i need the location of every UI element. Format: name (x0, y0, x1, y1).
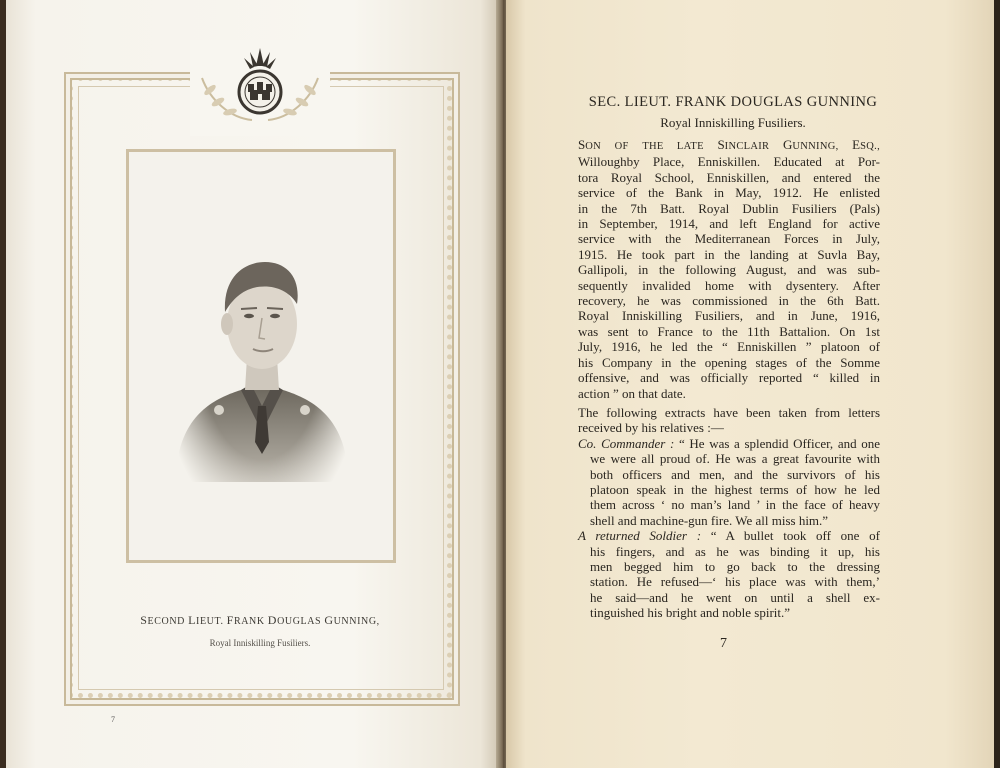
quote-line: his fingers, and as he was binding it up, his (590, 543, 880, 559)
biography-line: his Company in the opening stages of the Somme (578, 354, 880, 370)
crest-icon (190, 40, 330, 136)
biography-first-line: SON OF THE LATE SINCLAIR GUNNING, ESQ., (578, 137, 880, 152)
quote-commander-attribution: Co. Commander : (578, 435, 675, 451)
quote-soldier-first-line: A returned Soldier : “ A bullet took off one of (578, 528, 880, 544)
biography-line: in September, 1914, and left England for active (578, 216, 880, 232)
biography-line: Gallipoli, in the following August, and was sub- (578, 262, 880, 278)
biography-line: offensive, and was officially reported “ killed in (578, 370, 880, 386)
quote-line: tinguished his bright and noble spirit.” (590, 605, 791, 621)
biography-line: tora Royal School, Enniskillen, and entered the (578, 169, 880, 185)
quote-line: platoon speak in the highest terms of how he led (590, 481, 880, 497)
quote-line: men begged him to go back to the dressing (590, 558, 880, 574)
biography-text (578, 137, 880, 621)
extracts-intro-line: The following extracts have been taken from letters (578, 404, 880, 420)
page-title: SEC. LIEUT. FRANK DOUGLAS GUNNING (588, 94, 878, 110)
page-subtitle: Royal Inniskilling Fusiliers. (660, 115, 806, 130)
quote-line: them across ‘ no man’s land ’ in the face of heavy (590, 497, 880, 513)
portrait-photograph (169, 192, 355, 522)
biography-line: action ” on that date. (578, 385, 686, 401)
right-page-number: 7 (720, 636, 727, 651)
quote-commander-first-line: Co. Commander : “ He was a splendid Officer, and one (578, 435, 881, 451)
biography-line: sequently invalided home with dysentery. After (578, 277, 880, 293)
quote-line: both officers and men, and the survivors of his (590, 466, 880, 482)
quote-soldier-attribution: A returned Soldier : (578, 528, 702, 544)
biography-line: in the 7th Batt. Royal Dublin Fusiliers (Pals) (578, 200, 880, 216)
quote-line: we were all proud of. He was a great favourite with (590, 451, 880, 467)
left-page-number: 7 (111, 715, 115, 724)
quote-line: he said—and he went on until a shell ex- (590, 589, 880, 605)
quote-line: station. He refused—‘ his place was with them,’ (590, 574, 880, 590)
biography-line: 1915. He took part in the landing at Suvla Bay, (578, 246, 880, 262)
regimental-crest (190, 40, 330, 136)
biography-line: Willoughby Place, Enniskillen. Educated at Por- (578, 154, 880, 170)
quote-line: shell and machine-gun fire. We all miss him.” (590, 512, 829, 528)
biography-line: was sent to France to the 11th Battalion. On 1st (578, 323, 880, 339)
page-edge (994, 0, 1000, 768)
portrait-caption-regiment: Royal Inniskilling Fusiliers. (209, 638, 311, 648)
portrait-photo-mount (126, 149, 396, 563)
portrait-caption-name: SECOND LIEUT. FRANK DOUGLAS GUNNING, (140, 613, 380, 627)
biography-line: service of the Bank in May, 1912. He enlisted (578, 185, 880, 201)
biography-line: July, 1916, he led the “ Enniskillen ” platoon of (578, 339, 880, 355)
biography-line: recovery, he was commissioned in the 6th Batt. (578, 293, 880, 309)
extracts-intro-line: received by his relatives :— (578, 420, 724, 436)
biography-line: Royal Inniskilling Fusiliers, and in June, 1916, (578, 308, 880, 324)
biography-line: service with the Mediterranean Forces in July, (578, 231, 880, 247)
